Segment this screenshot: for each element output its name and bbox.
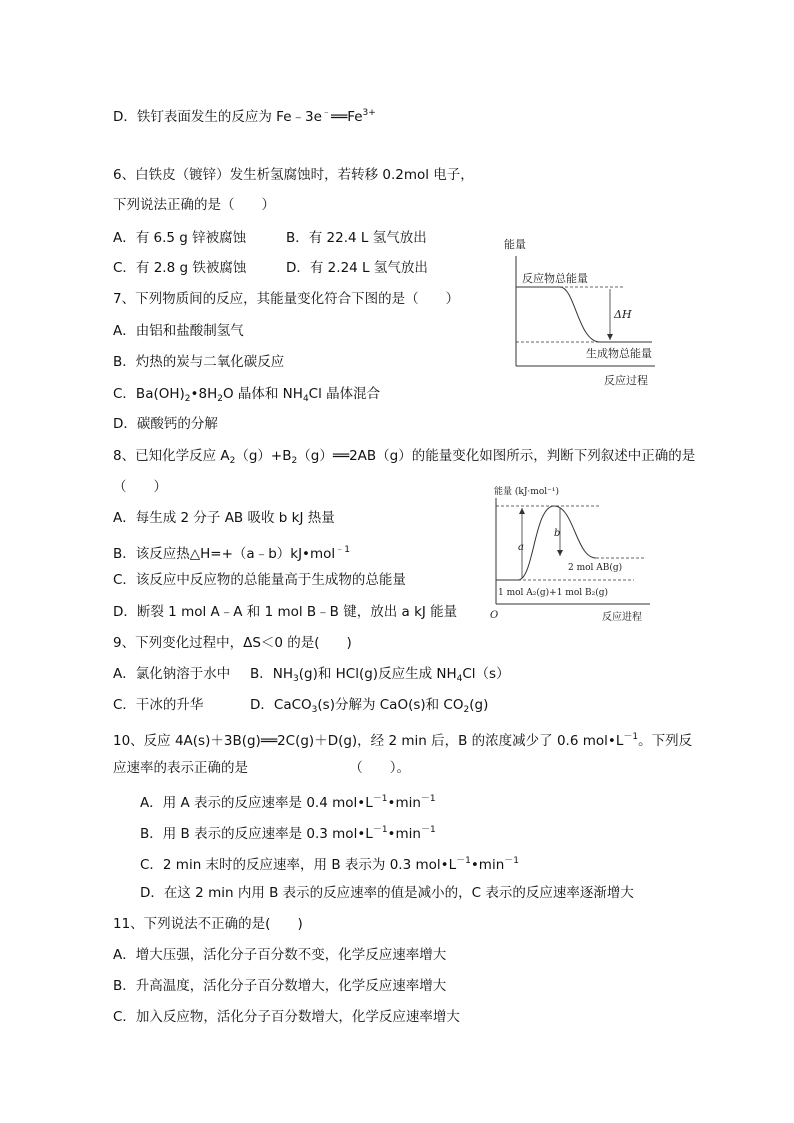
q8-option-b: B．该反应热△H=+（a﹣b）kJ•mol$^{﹣1}$ xyxy=(113,545,350,562)
fig1-delta-h-label: ΔH xyxy=(614,308,632,321)
fig2-a-label: a xyxy=(518,542,524,553)
q8-option-a: A．每生成 2 分子 AB 吸收 b kJ 热量 xyxy=(113,510,335,526)
q7-option-d: D．碳酸钙的分解 xyxy=(113,416,218,432)
q6-stem-line2: 下列说法正确的是（ ） xyxy=(113,197,275,213)
q11-option-b: B．升高温度，活化分子百分数增大，化学反应速率增大 xyxy=(113,978,447,994)
q6-option-c: C．有 2.8 g 铁被腐蚀 xyxy=(113,260,247,276)
fig2-product-label: 2 mol AB(g) xyxy=(568,563,623,573)
q5-option-d: D．铁钉表面发生的反应为 $Fe﹣3e^﹣══Fe^{3+}$ xyxy=(113,108,376,125)
fig2-b-arrow-head xyxy=(557,550,563,556)
q7-stem: 7、下列物质间的反应，其能量变化符合下图的是（ ） xyxy=(113,291,460,307)
fig1-y-label: 能量 xyxy=(504,238,526,251)
q9-option-a: A．氯化钠溶于水中 xyxy=(113,666,231,682)
q10-option-b: B．用 B 表示的反应速率是 0.3 $mol•L^{-1}•\min^{-1}$ xyxy=(140,825,436,842)
fig2-a-arrow-head xyxy=(519,508,525,514)
fig1-x-label: 反应过程 xyxy=(604,374,648,387)
energy-diagram-2 xyxy=(484,482,654,626)
fig1-product-label: 生成物总能量 xyxy=(586,347,652,360)
q8-option-c: C．该反应中反应物的总能量高于生成物的总能量 xyxy=(113,572,406,588)
fig2-y-label: 能量 (kJ·mol⁻¹) xyxy=(494,487,559,497)
q10-option-c: C．2 min 末时的反应速率，用 B 表示为 0.3 $mol•L^{-1}•\min^{-1}$ xyxy=(140,856,519,873)
fig2-b-label: b xyxy=(554,528,561,539)
q8-stem-line1: 8、已知化学反应 $A_2(g)+B_2(g)══2AB(g)$的能量变化如图所示，判断下列叙述中正确的是 xyxy=(113,448,696,466)
q9-option-b: B．$NH_3(g)$和 HCl(g)反应生成 $NH_4Cl(s)$ xyxy=(250,666,510,684)
q9-option-c: C．干冰的升华 xyxy=(113,697,204,713)
q6-stem-line1: 6、白铁皮（镀锌）发生析氢腐蚀时，若转移 0.2mol 电子， xyxy=(113,167,474,183)
fig1-arrow-head xyxy=(607,334,613,340)
q7-option-a: A．由铝和盐酸制氢气 xyxy=(113,323,244,339)
q9-option-d: D．CaCO$_3$(s)分解为 CaO(s)和 $CO_2(g)$ xyxy=(250,697,489,715)
q6-option-d: D．有 2.24 L 氢气放出 xyxy=(286,260,428,276)
q8-stem-line2: （ ） xyxy=(113,479,167,495)
q8-option-d: D．断裂 1 mol A﹣A 和 1 mol B﹣B 键，放出 a kJ 能量 xyxy=(113,604,458,620)
fig1-energy-curve xyxy=(560,287,600,342)
fig2-x-label: 反应进程 xyxy=(602,612,642,623)
q6-option-b: B．有 22.4 L 氢气放出 xyxy=(286,230,427,246)
q9-stem: 9、下列变化过程中，ΔS＜0 的是( ) xyxy=(113,635,352,651)
q6-option-a: A．有 6.5 g 锌被腐蚀 xyxy=(113,230,247,246)
q10-stem-line2: 应速率的表示正确的是 （ ）。 xyxy=(113,760,410,776)
q11-stem: 11、下列说法不正确的是( ) xyxy=(113,916,303,932)
q10-option-d: D．在这 2 min 内用 B 表示的反应速率的值是减小的，C 表示的反应速率逐渐增大 xyxy=(140,885,634,901)
q7-option-b: B．灼热的炭与二氧化碳反应 xyxy=(113,354,285,370)
energy-diagram-1 xyxy=(500,232,670,390)
q11-option-c: C．加入反应物，活化分子百分数增大，化学反应速率增大 xyxy=(113,1009,460,1025)
fig2-origin: O xyxy=(490,610,499,621)
fig1-reactant-label: 反应物总能量 xyxy=(522,272,588,285)
q11-option-a: A．增大压强，活化分子百分数不变，化学反应速率增大 xyxy=(113,947,447,963)
fig2-reactant-label: 1 mol A₂(g)+1 mol B₂(g) xyxy=(498,588,608,598)
q10-option-a: A．用 A 表示的反应速率是 0.4 $mol•L^{-1}•\min^{-1}$ xyxy=(140,794,436,811)
q10-stem-line1: 10、反应 4A(s)＋3B(g)══2C(g)＋D(g)，经 2 min 后，B 的浓度减少了 0.6 $mol•L^{-1}$。下列反 xyxy=(113,732,693,749)
q7-option-c: C．$Ba(OH)_2•8H_2O$ 晶体和 $NH_4Cl$ 晶体混合 xyxy=(113,386,381,404)
